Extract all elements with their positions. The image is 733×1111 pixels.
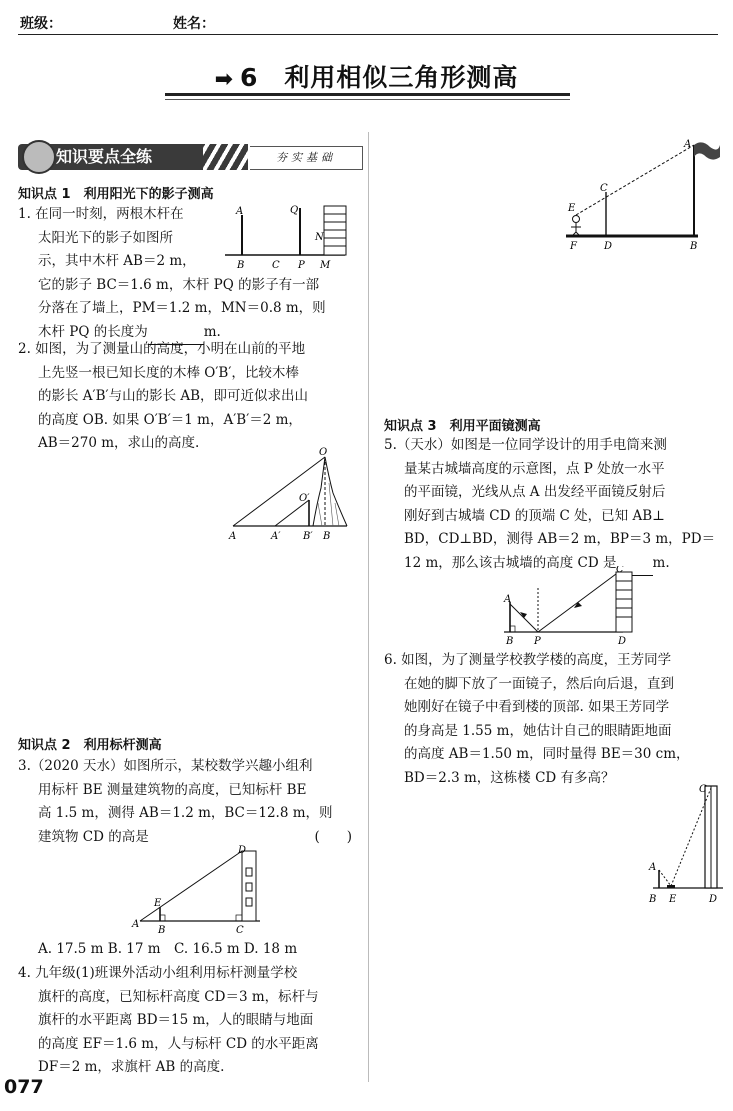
- fig-label: M: [320, 260, 331, 271]
- page-title: [0, 58, 733, 94]
- name-label: 姓名：: [173, 16, 215, 32]
- question-1-line: 太阳光下的影子如图所: [38, 229, 173, 246]
- figure-q3-building: [130, 843, 270, 933]
- fig-label: D: [604, 241, 613, 252]
- question-4-line: 旗杆的高度，已知标杆高度 CD＝3 m，标杆与: [38, 988, 319, 1005]
- fig-label: A: [229, 531, 237, 542]
- fig-label: A: [684, 139, 692, 150]
- fig-label: A: [649, 862, 657, 873]
- question-1-line: 木杆 PQ 的长度为: [38, 323, 148, 340]
- question-5-line: BD，CD⊥BD，测得 AB＝2 m，BP＝3 m，PD＝: [404, 531, 716, 547]
- question-6-line: 在她的脚下放了一面镜子，然后向后退，直到: [404, 675, 674, 692]
- fig-label: N: [315, 232, 324, 243]
- fig-label: C: [272, 260, 280, 271]
- question-6-line: 她刚好在镜子中看到楼的顶部. 如果王芳同学: [404, 699, 670, 715]
- fig-label: D: [238, 845, 247, 856]
- fig-label: A: [132, 919, 140, 930]
- mascot-icon: [22, 140, 56, 174]
- figure-q4-flagpole: [560, 135, 725, 255]
- class-label: 班级：: [20, 16, 62, 32]
- fig-label: A: [504, 594, 512, 605]
- fig-label: P: [534, 636, 541, 647]
- fig-label: O: [319, 447, 328, 458]
- figure-q1-shadows: [220, 200, 360, 272]
- question-5-unit: m.: [652, 554, 670, 571]
- fig-label: D: [618, 636, 627, 647]
- figure-q2-mountain: [225, 443, 355, 543]
- fig-label: B: [506, 636, 514, 647]
- question-5: [384, 434, 724, 576]
- question-2-line: 2. 如图，为了测量山的高度，小明在山前的平地: [18, 341, 306, 357]
- fig-label: C: [236, 925, 244, 933]
- fig-label: C: [616, 566, 624, 575]
- fig-label: B: [158, 925, 166, 933]
- question-5-line: 量某古城墙高度的示意图，点 P 处放一水平: [404, 460, 665, 477]
- fig-label: E: [154, 898, 162, 909]
- question-4-line: 的高度 EF＝1.6 m，人与标杆 CD 的水平距离: [38, 1035, 319, 1052]
- fig-label: A: [236, 206, 244, 217]
- banner-stripes: [203, 144, 248, 170]
- arrow-icon: ➡: [214, 67, 234, 92]
- section-number: 6: [240, 63, 259, 92]
- question-2-line: 上先竖一根已知长度的木棒 O′B′，比较木棒: [38, 364, 299, 381]
- fig-label: Q: [290, 205, 299, 216]
- question-2-line: AB＝270 m，求山的高度.: [38, 435, 200, 451]
- question-6-line: BD＝2.3 m，这栋楼 CD 有多高？: [404, 769, 615, 786]
- question-3-line: 建筑物 CD 的高是: [38, 828, 149, 845]
- fig-label: O′: [299, 493, 310, 504]
- fig-label: A′: [271, 531, 281, 542]
- question-2-line: 的高度 OB. 如果 O′B′＝1 m，A′B′＝2 m，: [38, 411, 302, 428]
- question-3-line: 3.（2020 天水）如图所示，某校数学兴趣小组利: [18, 758, 313, 774]
- figure-q5-mirror: [498, 566, 643, 650]
- fig-label: B: [237, 260, 245, 271]
- fig-label: D: [709, 894, 718, 905]
- question-3: [18, 755, 368, 849]
- question-5-line: 的平面镜，光线从点 A 出发经平面镜反射后: [404, 484, 666, 500]
- question-6-line: 的身高是 1.55 m，她估计自己的眼睛距地面: [404, 722, 672, 739]
- fig-label: C: [600, 183, 608, 194]
- question-5-line: 12 m，那么该古城墙的高度 CD 是: [404, 554, 617, 571]
- page-number: 077: [4, 1076, 44, 1098]
- section-title: 利用相似三角形测高: [284, 63, 519, 92]
- question-4: [18, 962, 368, 1080]
- fig-label: P: [298, 260, 305, 271]
- banner-tag: 夯实基础: [250, 146, 363, 170]
- question-5-line: 5.（天水）如图是一位同学设计的用手电筒来测: [384, 437, 667, 453]
- question-3-line: 高 1.5 m，测得 AB＝1.2 m，BC＝12.8 m，则: [38, 805, 333, 821]
- figure-q6-mirror: [645, 780, 730, 910]
- fig-label: B: [323, 531, 331, 542]
- question-6: [384, 649, 724, 790]
- question-1-line: 1. 在同一时刻，两根木杆在: [18, 206, 184, 222]
- question-5-line: 刚好到古城墙 CD 的顶端 C 处，已知 AB⊥: [404, 507, 665, 524]
- question-3-line: 用标杆 BE 测量建筑物的高度，已知标杆 BE: [38, 781, 307, 798]
- question-1-line: 示，其中木杆 AB＝2 m，: [38, 253, 196, 269]
- knowledge-point-1-heading: 知识点 1 利用阳光下的影子测高: [18, 187, 214, 202]
- question-4-line: DF＝2 m，求旗杆 AB 的高度.: [38, 1059, 225, 1075]
- question-4-line: 4. 九年级(1)班课外活动小组利用标杆测量学校: [18, 965, 298, 981]
- question-6-line: 的高度 AB＝1.50 m，同时量得 BE＝30 cm，: [404, 746, 690, 762]
- fig-label: E: [568, 203, 576, 214]
- fig-label: B′: [303, 531, 313, 542]
- question-4-line: 旗杆的水平距离 BD＝15 m，人的眼睛与地面: [38, 1012, 314, 1028]
- question-1-line: 它的影子 BC＝1.6 m，木杆 PQ 的影子有一部: [38, 276, 320, 293]
- title-underline-thin: [165, 99, 570, 100]
- question-1-unit: m.: [203, 323, 221, 340]
- question-3-options: A. 17.5 m B. 17 m C. 16.5 m D. 18 m: [38, 941, 298, 957]
- answer-bracket[interactable]: ( ): [314, 828, 352, 845]
- page-header: [18, 10, 718, 35]
- fig-label: F: [570, 241, 577, 252]
- fig-label: E: [669, 894, 677, 905]
- knowledge-point-3-heading: 知识点 3 利用平面镜测高: [384, 419, 541, 434]
- fig-label: B: [649, 894, 657, 905]
- section-banner: [18, 140, 358, 172]
- question-2-line: 的影长 A′B′与山的影长 AB，即可近似求出山: [38, 388, 309, 404]
- fig-label: C: [699, 784, 707, 795]
- title-underline: [165, 93, 570, 96]
- column-divider: [368, 132, 369, 1082]
- question-2: [18, 338, 368, 456]
- knowledge-point-2-heading: 知识点 2 利用标杆测高: [18, 738, 162, 753]
- banner-label: 知识要点全练: [18, 144, 223, 170]
- question-6-line: 6. 如图，为了测量学校教学楼的高度，王芳同学: [384, 652, 672, 668]
- fig-label: B: [690, 241, 698, 252]
- question-1-line: 分落在了墙上，PM＝1.2 m，MN＝0.8 m，则: [38, 300, 326, 316]
